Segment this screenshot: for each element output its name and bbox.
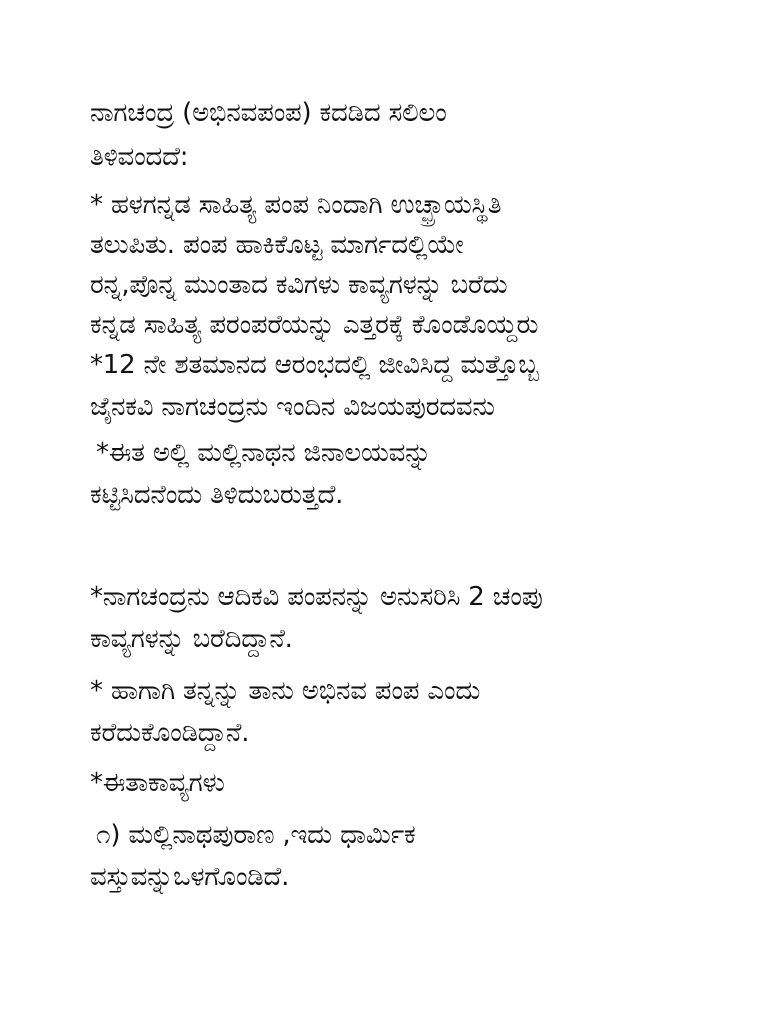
para2-line-2: ಜೈನಕವಿ ನಾಗಚಂದ್ರನು ಇಂದಿನ ವಿಜಯಪುರದವನು	[90, 392, 495, 422]
para5-line-2: ಕರೆದುಕೊಂಡಿದ್ದಾನೆ.	[90, 718, 250, 748]
para1-line-1: * ಹಳಗನ್ನಡ ಸಾಹಿತ್ಯ ಪಂಪ ನಿಂದಾಗಿ ಉಚ್ಛ್ರಾಯಸ್ಥಿತಿ	[90, 190, 502, 220]
para3-line-2: ಕಟ್ಟಿಸಿದನೆಂದು ತಿಳಿದುಬರುತ್ತದೆ.	[90, 480, 344, 510]
para5-line-1: * ಹಾಗಾಗಿ ತನ್ನನ್ನು ತಾನು ಅಭಿನವ ಪಂಪ ಎಂದು	[90, 676, 481, 706]
para6-line-1: *ಈತಾಕಾವ್ಯಗಳು	[90, 768, 225, 798]
para7-line-1: ೧) ಮಲ್ಲಿನಾಥಪುರಾಣ ,ಇದು ಧಾರ್ಮಿಕ	[96, 820, 416, 850]
para1-line-4: ಕನ್ನಡ ಸಾಹಿತ್ಯ ಪರಂಪರೆಯನ್ನು ಎತ್ತರಕ್ಕೆ ಕೊಂಡೊಯ್ದರು	[90, 310, 539, 340]
para4-line-1: *ನಾಗಚಂದ್ರನು ಆದಿಕವಿ ಪಂಪನನ್ನು ಅನುಸರಿಸಿ 2 ಚಂಪು	[90, 582, 543, 612]
para2-line-1: *12 ನೇ ಶತಮಾನದ ಆರಂಭದಲ್ಲಿ ಜೀವಿಸಿದ್ದ ಮತ್ತೊಬ್ಬ	[90, 350, 539, 380]
para4-line-2: ಕಾವ್ಯಗಳನ್ನು ಬರೆದಿದ್ದಾನೆ.	[90, 624, 293, 654]
para7-line-2: ವಸ್ತುವನ್ನುಒಳಗೊಂಡಿದೆ.	[90, 862, 290, 892]
para1-line-3: ರನ್ನ,ಪೊನ್ನ ಮುಂತಾದ ಕವಿಗಳು ಕಾವ್ಯಗಳನ್ನು ಬರೆದು	[90, 270, 508, 300]
para3-line-1: *ಈತ ಅಲ್ಲಿ ಮಲ್ಲಿನಾಥನ ಜಿನಾಲಯವನ್ನು	[96, 438, 432, 468]
heading-line-2: ತಿಳಿವಂದದೆ:	[90, 142, 189, 172]
para1-line-2: ತಲುಪಿತು. ಪಂಪ ಹಾಕಿಕೊಟ್ಟ ಮಾರ್ಗದಲ್ಲಿಯೇ	[90, 230, 464, 260]
heading-line-1: ನಾಗಚಂದ್ರ (ಅಭಿನವಪಂಪ) ಕದಡಿದ ಸಲಿಲಂ	[90, 98, 447, 128]
